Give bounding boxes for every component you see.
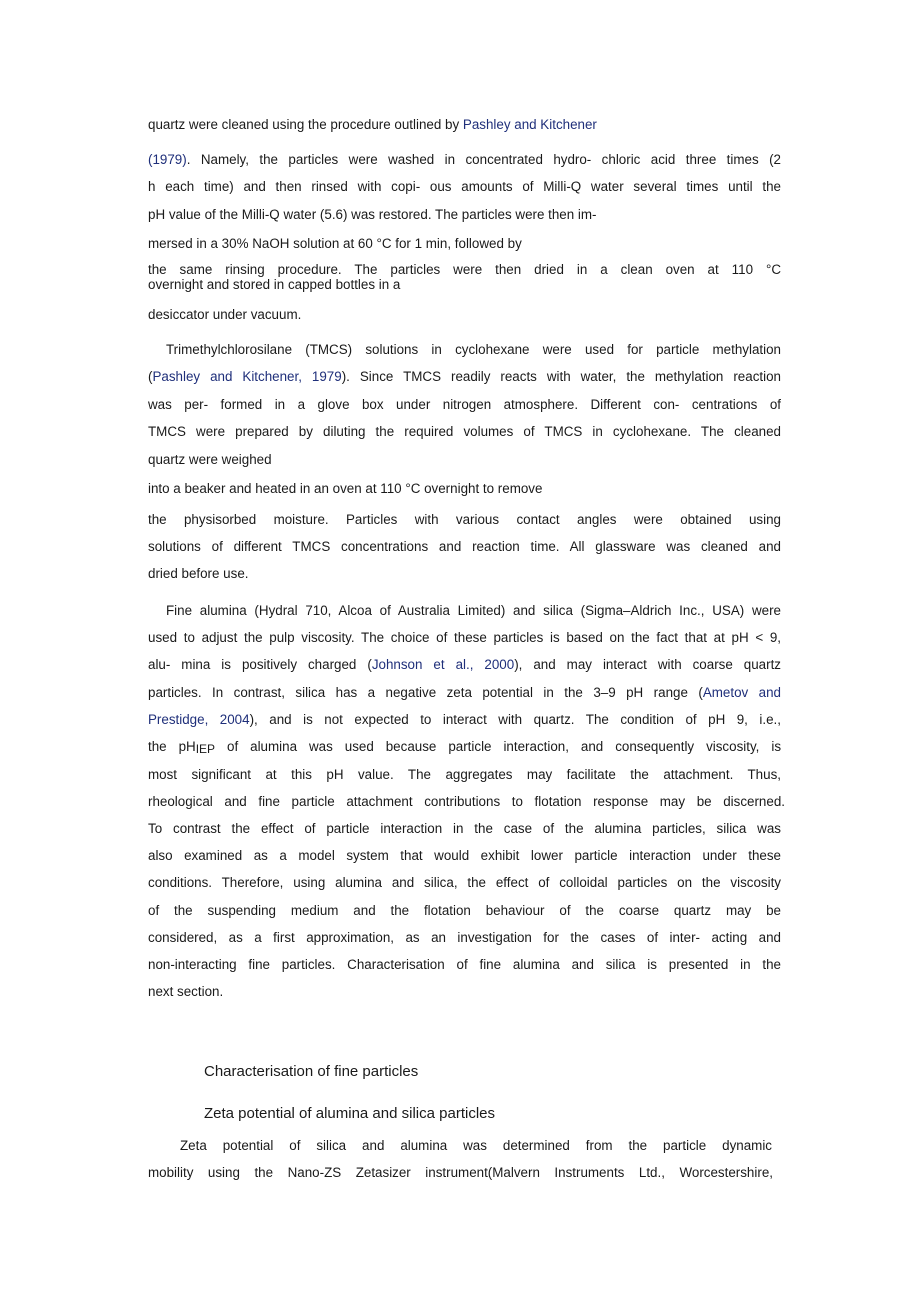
subsection-heading: Zeta potential of alumina and silica particles [204, 1105, 495, 1122]
text-line [148, 657, 781, 673]
text-line: To contrast the effect of particle interaction in the case of the alumina particles, silica was [148, 821, 781, 836]
text-line [148, 685, 781, 701]
text-line: TMCS were prepared by diluting the required volumes of TMCS in cyclohexane. The cleaned [148, 424, 781, 439]
section-heading: Characterisation of fine particles [204, 1063, 419, 1080]
text-line: was per- formed in a glove box under nitrogen atmosphere. Different con- centrations of [148, 397, 781, 412]
text-span: . Namely, the particles were washed in concentrated hydro- chloric acid three times (2 [186, 152, 781, 167]
text-line: Trimethylchlorosilane (TMCS) solutions in cyclohexane were used for particle methylation [166, 342, 781, 357]
text-line [148, 152, 781, 168]
text-line [148, 369, 781, 385]
text-line: non-interacting fine particles. Characterisation of fine alumina and silica is presented in the [148, 957, 781, 972]
text-line: of the suspending medium and the flotation behaviour of the coarse quartz may be [148, 903, 781, 918]
text-line: the physisorbed moisture. Particles with various contact angles were obtained using [148, 512, 781, 527]
text-line: mobility using the Nano-ZS Zetasizer instrument(Malvern Instruments Ltd., Worcestershire, [148, 1165, 773, 1180]
text-line: Zeta potential of silica and alumina was determined from the particle dynamic [180, 1138, 772, 1153]
text-line: quartz were weighed [148, 452, 272, 467]
citation-link[interactable]: Prestidge, 2004 [148, 712, 250, 727]
text-line [148, 739, 781, 757]
text-span: particles. In contrast, silica has a negative zeta potential in the 3–9 pH range ( [148, 685, 703, 700]
text-line [148, 117, 597, 133]
text-span: ), and may interact with coarse quartz [514, 657, 781, 672]
text-line: solutions of different TMCS concentrations and reaction time. All glassware was cleaned and [148, 539, 781, 554]
text-line: the same rinsing procedure. The particles were then dried in a clean oven at 110 °C [148, 262, 781, 277]
text-line: mersed in a 30% NaOH solution at 60 °C for 1 min, followed by [148, 236, 522, 251]
text-line: Fine alumina (Hydral 710, Alcoa of Australia Limited) and silica (Sigma–Aldrich Inc., USA) were [166, 603, 781, 618]
text-span: alu- mina is positively charged ( [148, 657, 372, 672]
text-line: considered, as a first approximation, as an investigation for the cases of inter- acting and [148, 930, 781, 945]
text-span: the pH [148, 739, 196, 754]
text-line: rheological and fine particle attachment contributions to flotation response may be discerned. [148, 794, 785, 809]
text-line: used to adjust the pulp viscosity. The choice of these particles is based on the fact that at pH < 9, [148, 630, 781, 645]
text-line: h each time) and then rinsed with copi- ous amounts of Milli-Q water several times until the [148, 179, 781, 194]
text-line: most significant at this pH value. The aggregates may facilitate the attachment. Thus, [148, 767, 781, 782]
text-span: ). Since TMCS readily reacts with water, the methylation reaction [341, 369, 781, 384]
citation-link[interactable]: Pashley and Kitchener, 1979 [152, 369, 342, 384]
citation-link[interactable]: (1979) [148, 152, 187, 167]
subscript: IEP [195, 742, 216, 756]
text-line: into a beaker and heated in an oven at 110 °C overnight to remove [148, 481, 543, 496]
citation-link[interactable]: Ametov and [702, 685, 781, 700]
text-span: ), and is not expected to interact with quartz. The condition of pH 9, i.e., [249, 712, 781, 727]
text-line: next section. [148, 984, 224, 999]
citation-link[interactable]: Pashley and Kitchener [462, 117, 597, 132]
text-line: also examined as a model system that would exhibit lower particle interaction under these [148, 848, 781, 863]
text-line: pH value of the Milli-Q water (5.6) was restored. The particles were then im- [148, 207, 597, 222]
text-span: of alumina was used because particle interaction, and consequently viscosity, is [215, 739, 782, 754]
text-span: ( [148, 369, 153, 384]
text-line: desiccator under vacuum. [148, 307, 302, 322]
text-line: overnight and stored in capped bottles in a [148, 277, 401, 292]
citation-link[interactable]: Johnson et al., 2000 [371, 657, 515, 672]
text-line: dried before use. [148, 566, 249, 581]
text-span: quartz were cleaned using the procedure outlined by [148, 117, 463, 132]
text-line [148, 712, 781, 728]
text-line: conditions. Therefore, using alumina and silica, the effect of colloidal particles on the viscosity [148, 875, 781, 890]
